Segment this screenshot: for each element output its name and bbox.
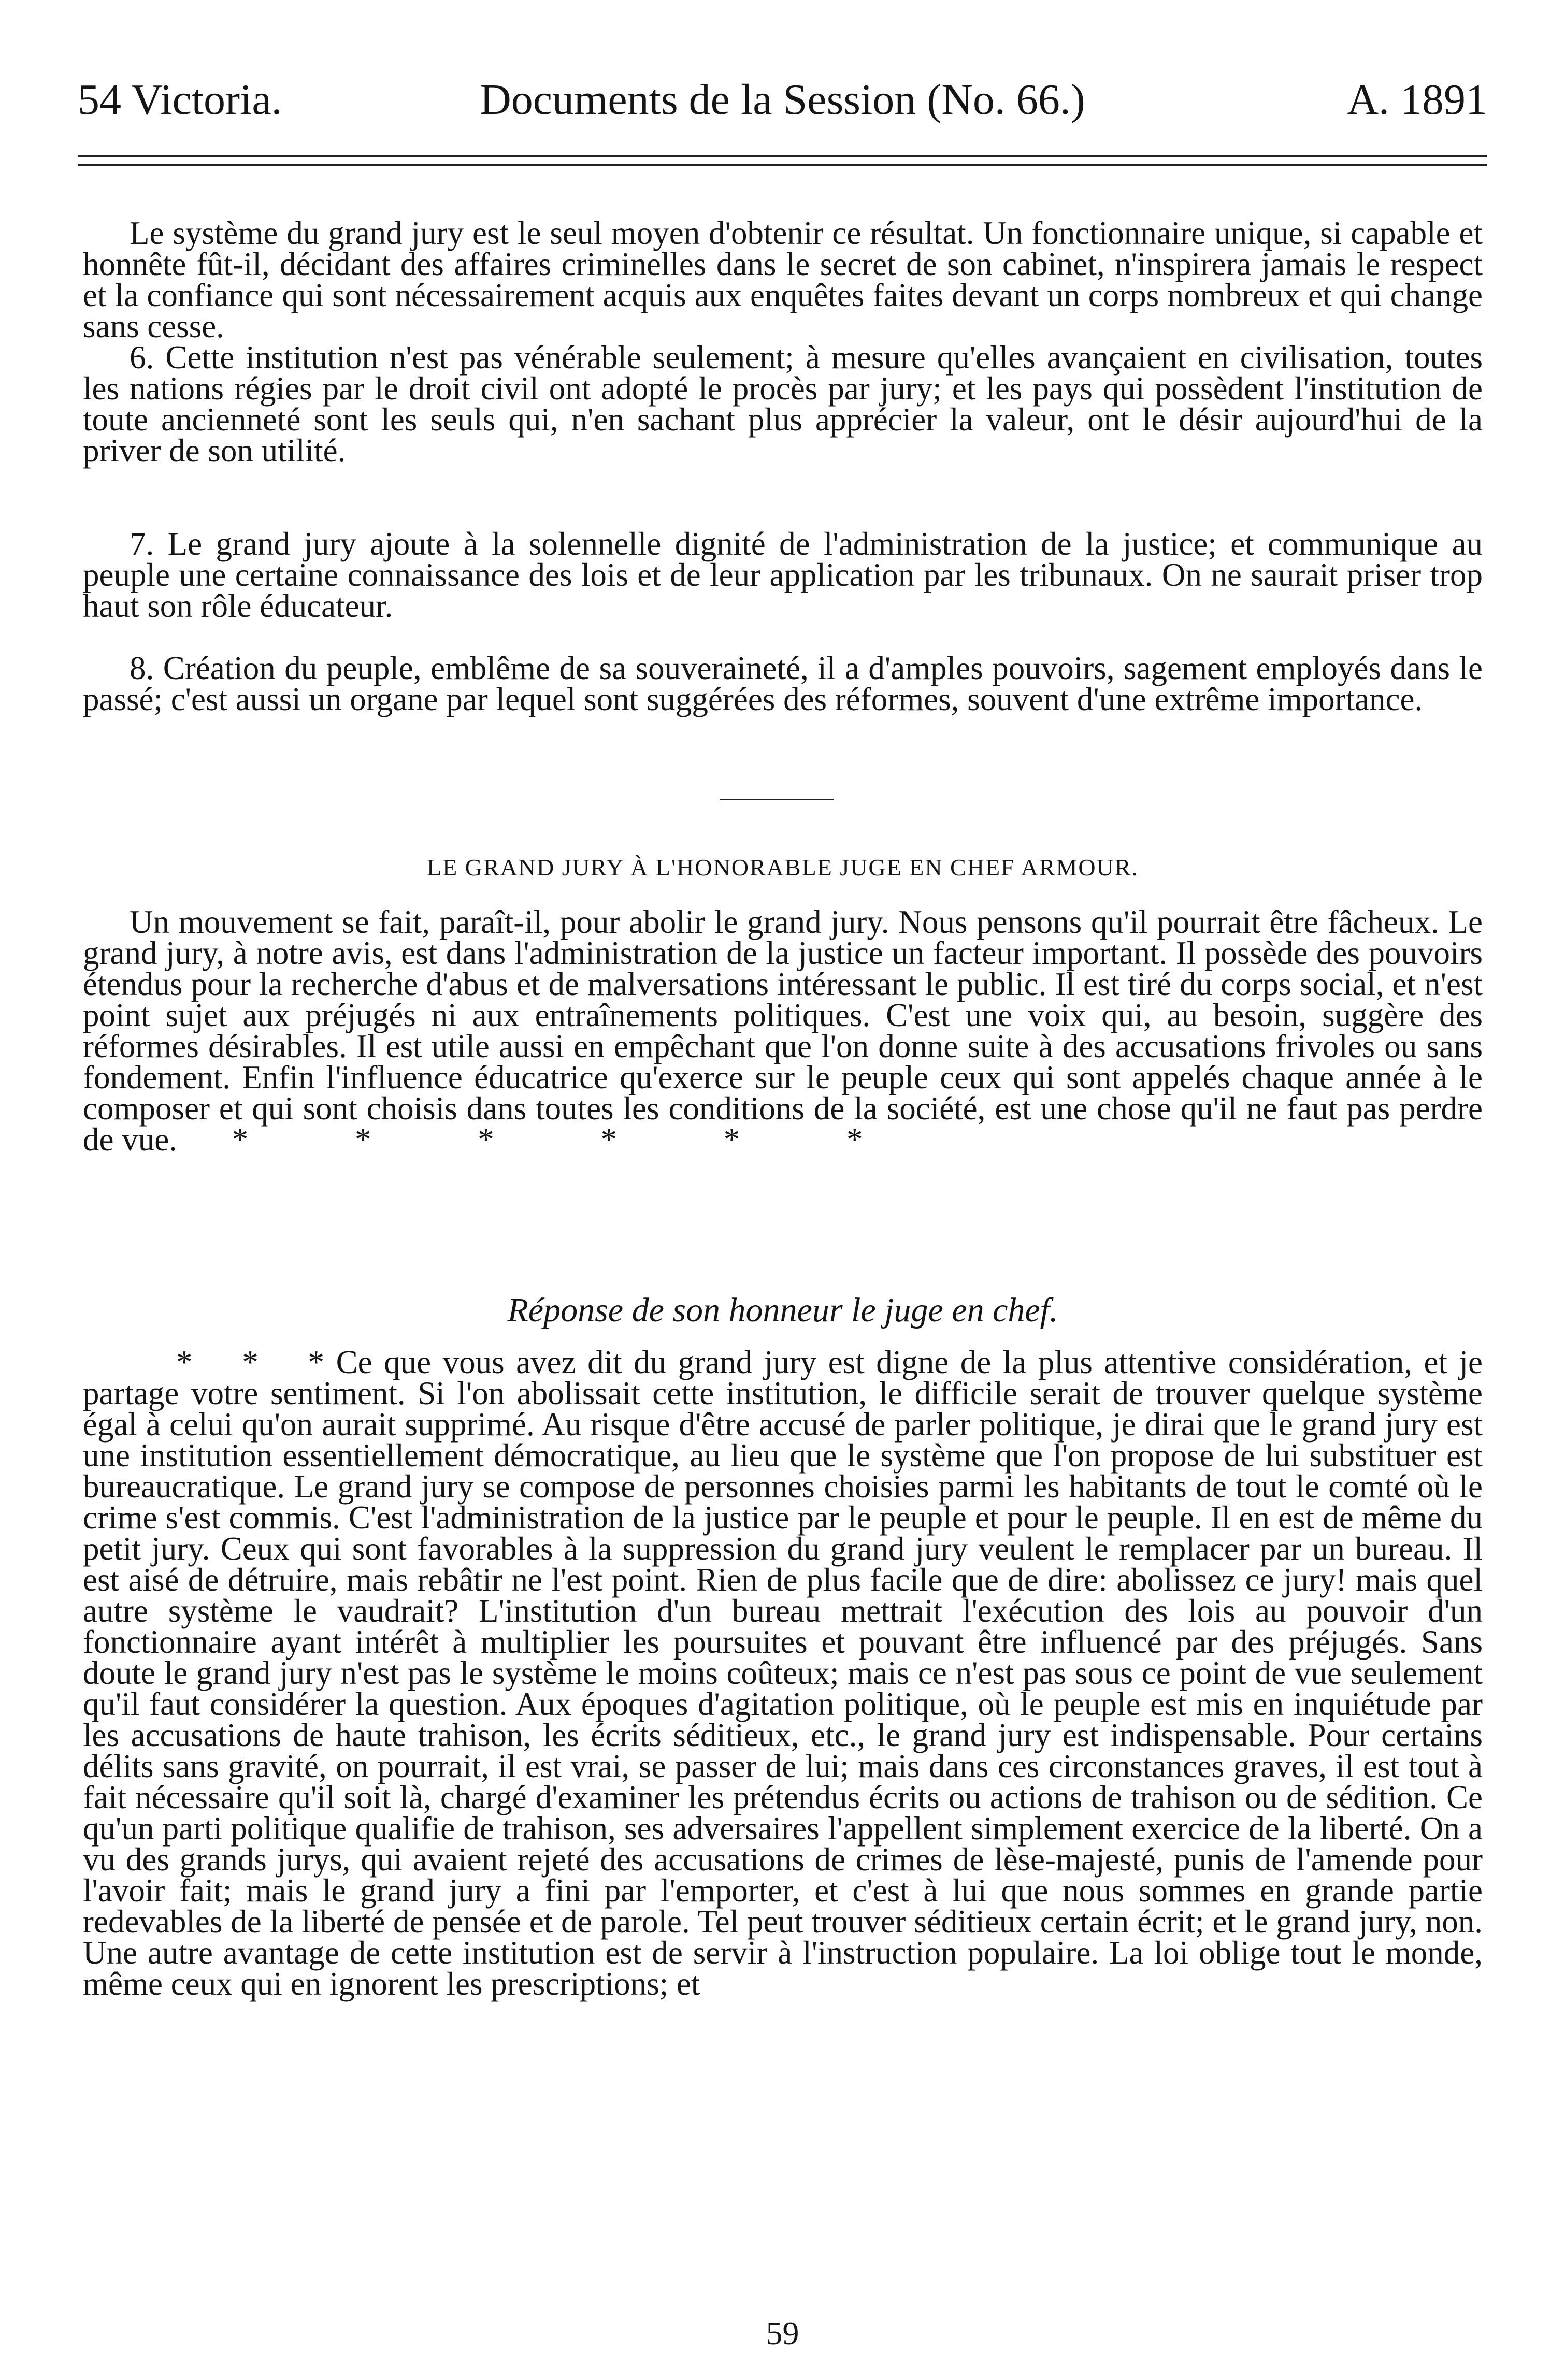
section-title: LE GRAND JURY À L'HONORABLE JUGE EN CHEF ARMOUR. [426,854,1139,881]
header-year: A. 1891 [1347,76,1487,124]
paragraph-grand-jury-system: Le système du grand jury est le seul moyen d'obtenir ce résultat. Un fonctionnaire unique, si capable et honnête fût-il, décidant des affaires criminelles dans le secret de son cabinet, n'inspirera jamais le respect et la confiance qui sont nécessairement acquis aux enquêtes faites devant un corps nombreux et qui change sans cesse. [83,215,1483,344]
address-text: Un mouvement se fait, paraît-il, pour abolir le grand jury. Nous pensons qu'il pourrait être fâcheux. Le grand jury, à notre avis, est dans l'administration de la justice un facteur important. Il possède des pouvoirs étendus pour la recherche d'abus et de malversations intéressant le public. Il est tiré du corps social, et n'est point sujet aux préjugés ni aux entraînements politiques. C'est une voix qui, au besoin, suggère des réformes désirables. Il est utile aussi en empêchant que l'on donne suite à des accusations frivoles ou sans fondement. Enfin l'influence éducatrice qu'exerce sur le peuple ceux qui sont appelés chaque année à le composer et qui sont choisis dans toutes les conditions de la société, est une chose qu'il ne faut pas perdre de vue. [83,904,1483,1158]
paragraph-8: 8. Création du peuple, emblême de sa souveraineté, il a d'amples pouvoirs, sagement employés dans le passé; c'est aussi un organe par lequel sont suggérées des réformes, souvent d'une extrême importance. [83,650,1483,717]
section-divider [720,799,834,800]
chief-justice-reply [83,1344,1483,2002]
reply-stars: * * * [176,1344,324,1380]
header-session-year: 54 Victoria. [78,76,282,124]
reply-text: Ce que vous avez dit du grand jury est digne de la plus attentive considération, et je partage votre sentiment. Si l'on abolissait cette institution, le difficile serait de trouver quelque système égal à celui qu'on aurait supprimé. Au risque d'être accusé de parler politique, je dirai que le grand jury est une institution essentiellement démocratique, au lieu que le système que l'on propose de lui substituer est bureaucratique. Le grand jury se compose de personnes choisies parmi les habitants de tout le comté où le crime s'est commis. C'est l'administration de la justice par le peuple et pour le peuple. Il en est de même du petit jury. Ceux qui sont favorables à la suppression du grand jury veulent le remplacer par un bureau. Il est aisé de détruire, mais rebâtir ne l'est point. Rien de plus facile que de dire: abolissez ce jury! mais quel autre système le vaudrait? L'institution d'un bureau mettrait l'exécution des lois au pouvoir d'un fonctionnaire ayant intérêt à multiplier les poursuites et pouvant être influencé par des préjugés. Sans doute le grand jury n'est pas le système le moins coûteux; mais ce n'est pas sous ce point de vue seulement qu'il faut considérer la question. Aux époques d'agitation politique, où le peuple est mis en inquiétude par les accusations de haute trahison, les écrits séditieux, etc., le grand jury est indispensable. Pour certains délits sans gravité, on pourrait, il est vrai, se passer de lui; mais dans ces circonstances graves, il est tout à fait nécessaire qu'il soit là, chargé d'examiner les prétendus écrits ou actions de trahison ou de sédition. Ce qu'un parti politique qualifie de trahison, ses adversaires l'appellent simplement exercice de la liberté. On a vu des grands jurys, qui avaient rejeté des accusations de crimes de lèse-majesté, punis de l'amende pour l'avoir fait; mais le grand jury a fini par l'emporter, et c'est à lui que nous sommes en grande partie redevables de la liberté de pensée et de parole. Tel peut trouver séditieux certain écrit; et le grand jury, non. Une autre avantage de cette institution est de servir à l'instruction populaire. La loi oblige tout le monde, même ceux qui en ignorent les prescriptions; et [83,1344,1483,2002]
reply-title: Réponse de son honneur le juge en chef. [507,1291,1058,1329]
page-header [78,71,1487,128]
header-document-title: Documents de la Session (No. 66.) [480,76,1085,124]
paragraph-6: 6. Cette institution n'est pas vénérable seulement; à mesure qu'elles avançaient en civilisation, toutes les nations régies par le droit civil ont adopté le procès par jury; et les pays qui possèdent l'institution de toute ancienneté sont les seuls qui, n'en sachant plus apprécier la valeur, ont le désir aujourd'hui de la priver de son utilité. [83,339,1483,469]
header-double-rule [78,155,1487,166]
page-number: 59 [766,2315,799,2352]
grand-jury-address [83,904,1483,1158]
paragraph-7: 7. Le grand jury ajoute à la solennelle dignité de l'administration de la justice; et communique au peuple une certaine connaissance des lois et de leur application par les tribunaux. On ne saurait priser trop haut son rôle éducateur. [83,526,1483,624]
address-stars: * * * * * * [232,1121,863,1158]
